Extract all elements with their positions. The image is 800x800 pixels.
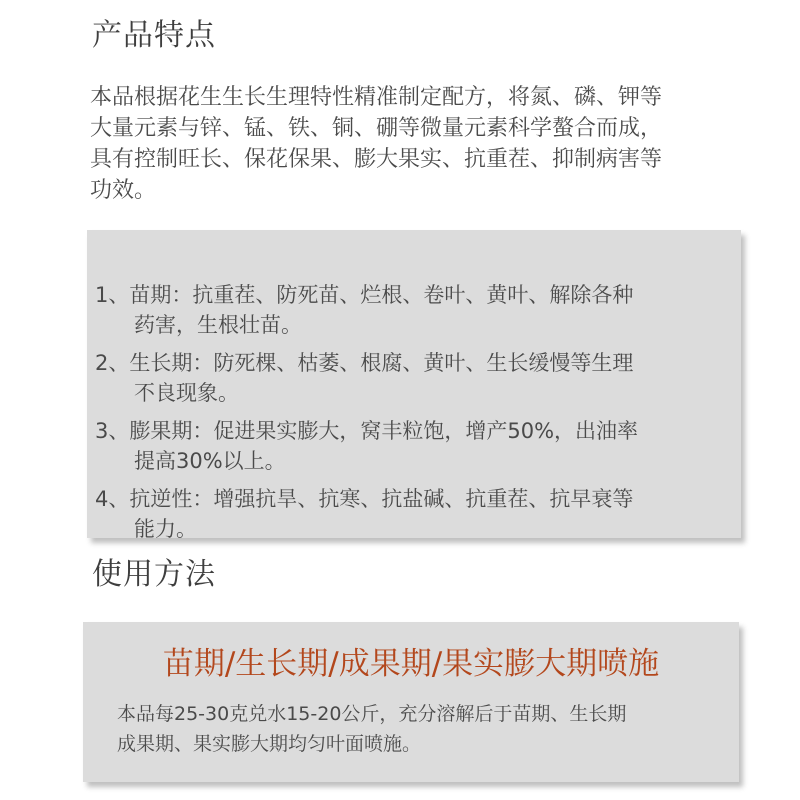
benefit-line: 1、苗期：抗重茬、防死苗、烂根、卷叶、黄叶、解除各种	[95, 283, 634, 307]
benefit-line-continued: 药害，生根壮苗。	[134, 313, 302, 337]
intro-line: 功效。	[90, 178, 157, 203]
benefit-item-resistance	[95, 484, 638, 544]
benefit-line: 2、生长期：防死棵、枯萎、根腐、黄叶、生长缓慢等生理	[95, 351, 634, 375]
intro-line: 大量元素与锌、锰、铁、铜、硼等微量元素科学螯合而成，	[90, 116, 663, 141]
features-title: 产品特点	[92, 18, 216, 53]
benefits-panel	[87, 230, 741, 541]
benefit-line-continued: 提高30%以上。	[134, 449, 286, 473]
benefit-line: 3、膨果期：促进果实膨大，窝丰粒饱，增产50%，出油率	[95, 419, 639, 443]
benefit-line: 4、抗逆性：增强抗旱、抗寒、抗盐碱、抗重茬、抗早衰等	[95, 487, 634, 511]
features-intro	[90, 82, 730, 206]
usage-line: 本品每25-30克兑水15-20公斤，充分溶解后于苗期、生长期	[117, 703, 627, 725]
benefit-line-continued: 不良现象。	[134, 381, 239, 405]
benefit-line-continued: 能力。	[134, 517, 197, 541]
usage-instructions	[117, 699, 626, 759]
usage-heading: 苗期/生长期/成果期/果实膨大期喷施	[162, 646, 660, 682]
usage-line: 成果期、果实膨大期均匀叶面喷施。	[117, 733, 422, 755]
intro-line: 本品根据花生生长生理特性精准制定配方，将氮、磷、钾等	[90, 85, 663, 110]
usage-title: 使用方法	[92, 557, 216, 592]
intro-line: 具有控制旺长、保花保果、膨大果实、抗重茬、抑制病害等	[90, 147, 663, 172]
usage-panel	[83, 622, 739, 782]
benefits-list	[95, 280, 638, 552]
benefit-item-fruit	[95, 416, 638, 476]
benefit-item-growth	[95, 348, 638, 408]
benefit-item-seedling	[95, 280, 638, 340]
